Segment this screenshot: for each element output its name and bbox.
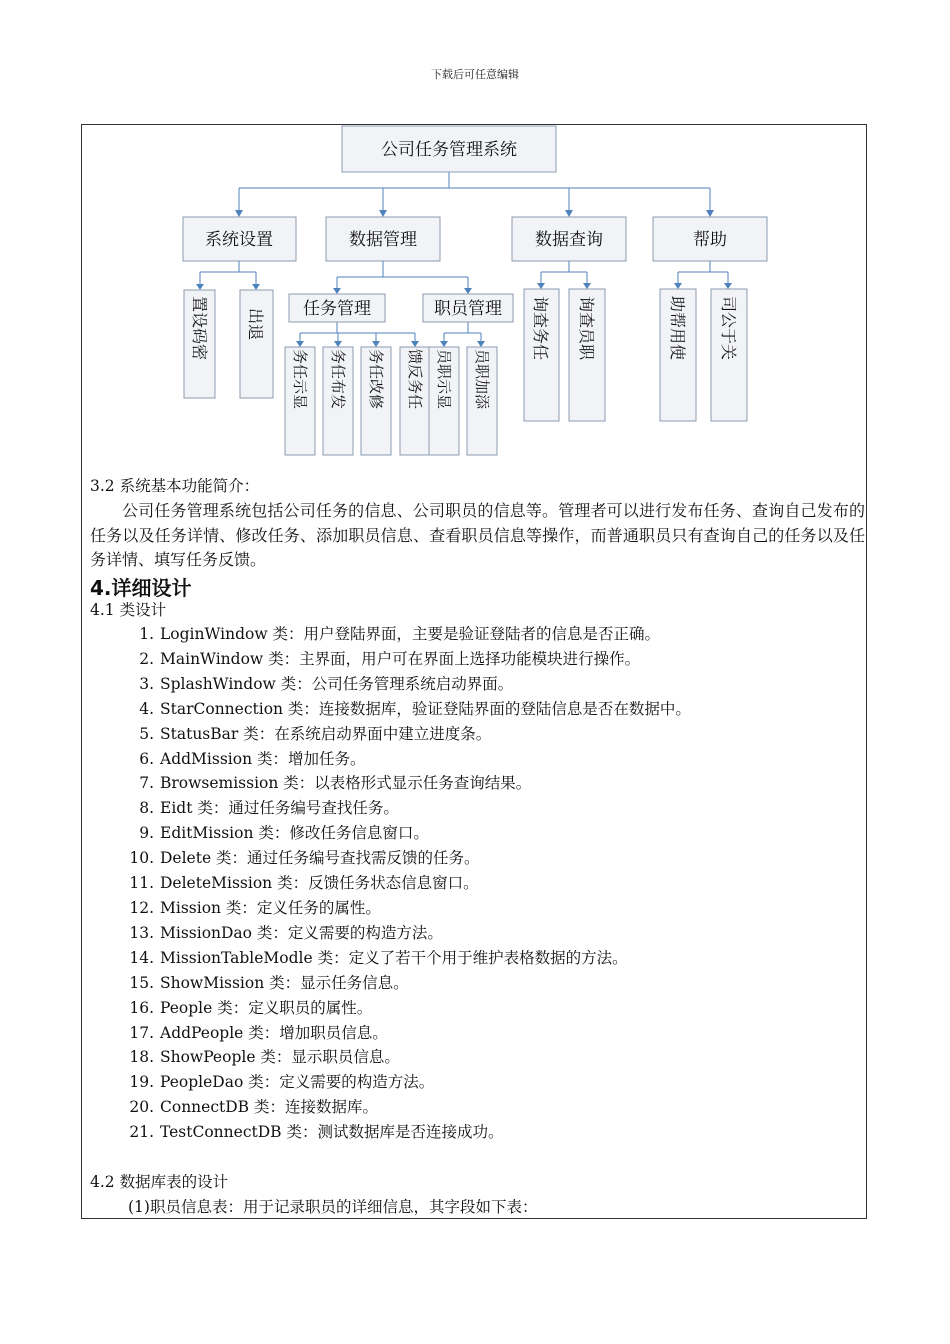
svg-text:司公于关: 司公于关 xyxy=(719,296,738,361)
class-list-item xyxy=(128,796,691,821)
class-list-number: 10. xyxy=(129,849,154,868)
svg-text:职员管理: 职员管理 xyxy=(434,299,502,319)
class-list-number: 14. xyxy=(129,948,154,967)
class-list-number: 16. xyxy=(129,998,154,1017)
class-list-text: TestConnectDB 类：测试数据库是否连接成功。 xyxy=(160,1123,504,1142)
class-list-number: 17. xyxy=(129,1023,154,1042)
class-list-text: ShowMission 类：显示任务信息。 xyxy=(160,973,409,992)
module-structure-diagram xyxy=(0,0,950,470)
svg-text:员职加添: 员职加添 xyxy=(473,349,491,410)
class-list-item xyxy=(128,647,691,672)
class-list-text: MainWindow 类：主界面，用户可在界面上选择功能模块进行操作。 xyxy=(160,649,641,668)
class-list-number: 13. xyxy=(129,923,154,942)
diagram-leaf-exit xyxy=(240,290,273,398)
class-list-item xyxy=(128,1021,691,1046)
diagram-leaf-user-help xyxy=(660,289,696,421)
class-list-item xyxy=(128,821,691,846)
class-list-item xyxy=(128,946,691,971)
diagram-leaf-modify-task xyxy=(361,347,391,455)
svg-text:员职示显: 员职示显 xyxy=(435,349,453,410)
class-list-number: 9. xyxy=(139,824,154,843)
class-list-item xyxy=(128,996,691,1021)
class-list-item xyxy=(128,697,691,722)
class-list-text: Delete 类：通过任务编号查找需反馈的任务。 xyxy=(160,849,480,868)
section-4-heading: 4.详细设计 xyxy=(90,576,192,600)
class-list-number: 8. xyxy=(139,799,154,818)
class-list-text: ShowPeople 类：显示职员信息。 xyxy=(160,1048,400,1067)
class-list-text: AddMission 类：增加任务。 xyxy=(160,749,366,768)
diagram-leaf-show-tasks xyxy=(285,347,315,455)
class-list-item xyxy=(128,672,691,697)
svg-text:帮助: 帮助 xyxy=(693,230,727,250)
class-list-text: Mission 类：定义任务的属性。 xyxy=(160,898,381,917)
section-3-2-heading: 3.2 系统基本功能简介： xyxy=(90,477,260,495)
svg-text:任务管理: 任务管理 xyxy=(303,299,371,319)
svg-text:询查员职: 询查员职 xyxy=(577,296,596,361)
class-list-text: EditMission 类：修改任务信息窗口。 xyxy=(160,824,429,843)
svg-text:系统设置: 系统设置 xyxy=(205,230,273,250)
diagram-node-data-management xyxy=(326,217,440,261)
class-list-number: 1. xyxy=(139,625,154,643)
section-3-2-body: 公司任务管理系统包括公司任务的信息、公司职员的信息等。管理者可以进行发布任务、查询自己发布的任务以及任务详情、修改任务、添加职员信息、查看职员信息等操作，而普通职员只有查询自己的任务以及任务详情、填写任务反馈。 xyxy=(90,501,865,569)
class-list-text: PeopleDao 类：定义需要的构造方法。 xyxy=(160,1073,435,1092)
diagram-node-root xyxy=(342,126,556,172)
class-list-item xyxy=(128,722,691,747)
class-list-text: People 类：定义职员的属性。 xyxy=(160,998,373,1017)
class-list xyxy=(128,622,691,1145)
svg-text:置设码密: 置设码密 xyxy=(190,296,209,361)
diagram-leaf-query-tasks xyxy=(524,289,559,421)
svg-text:数据管理: 数据管理 xyxy=(349,230,417,250)
diagram-leaf-add-staff xyxy=(467,347,497,455)
diagram-leaf-publish-task xyxy=(323,347,353,455)
diagram-node-help xyxy=(653,217,767,261)
class-list-item xyxy=(128,771,691,796)
class-list-text: StarConnection 类：连接数据库，验证登陆界面的登陆信息是否在数据中。 xyxy=(160,699,691,718)
svg-text:数据查询: 数据查询 xyxy=(535,230,603,250)
page-header-watermark: 下载后可任意编辑 xyxy=(431,68,519,81)
class-list-number: 3. xyxy=(139,674,154,693)
class-list-text: MissionDao 类：定义需要的构造方法。 xyxy=(160,923,443,942)
class-list-number: 21. xyxy=(129,1123,154,1142)
class-list-text: Eidt 类：通过任务编号查找任务。 xyxy=(160,799,399,818)
class-list-number: 2. xyxy=(139,649,154,668)
class-list-text: AddPeople 类：增加职员信息。 xyxy=(160,1023,388,1042)
diagram-leaf-about-company xyxy=(711,289,747,421)
class-list-item xyxy=(128,622,691,647)
class-list-number: 12. xyxy=(129,898,154,917)
diagram-node-task-management xyxy=(289,294,385,322)
class-list-item xyxy=(128,971,691,996)
class-list-text: DeleteMission 类：反馈任务状态信息窗口。 xyxy=(160,874,479,893)
class-list-number: 20. xyxy=(129,1098,154,1117)
svg-text:务任改修: 务任改修 xyxy=(367,349,385,410)
class-list-item xyxy=(128,747,691,772)
class-list-number: 18. xyxy=(129,1048,154,1067)
class-list-item xyxy=(128,1045,691,1070)
class-list-item xyxy=(128,1095,691,1120)
class-list-number: 4. xyxy=(139,699,154,718)
class-list-number: 7. xyxy=(139,774,154,793)
class-list-text: ConnectDB 类：连接数据库。 xyxy=(160,1098,378,1117)
root-label: 公司任务管理系统 xyxy=(381,140,517,160)
svg-text:出退: 出退 xyxy=(246,308,265,341)
class-list-item xyxy=(128,1070,691,1095)
class-list-text: MissionTableModle 类：定义了若干个用于维护表格数据的方法。 xyxy=(160,948,628,967)
class-list-text: Browsemission 类：以表格形式显示任务查询结果。 xyxy=(160,774,532,793)
class-list-number: 19. xyxy=(129,1073,154,1092)
class-list-item xyxy=(128,846,691,871)
class-list-text: SplashWindow 类：公司任务管理系统启动界面。 xyxy=(160,674,514,693)
svg-text:务任布发: 务任布发 xyxy=(329,349,347,410)
class-list-item xyxy=(128,871,691,896)
section-4-2-heading: 4.2 数据库表的设计 xyxy=(90,1173,229,1191)
class-list-number: 6. xyxy=(139,749,154,768)
class-list-number: 11. xyxy=(129,874,154,893)
svg-text:助帮用使: 助帮用使 xyxy=(668,296,687,361)
svg-text:馈反务任: 馈反务任 xyxy=(406,349,424,410)
class-list-number: 15. xyxy=(129,973,154,992)
diagram-node-system-settings xyxy=(183,217,296,261)
diagram-leaf-query-staff xyxy=(569,289,605,421)
diagram-node-staff-management xyxy=(423,294,513,322)
staff-table-description: (1)职员信息表：用于记录职员的详细信息，其字段如下表： xyxy=(128,1198,538,1216)
diagram-leaf-task-feedback xyxy=(400,347,430,455)
class-list-text: StatusBar 类：在系统启动界面中建立进度条。 xyxy=(160,724,492,743)
diagram-leaf-change-password xyxy=(184,290,215,398)
class-list-item xyxy=(128,921,691,946)
svg-text:询查务任: 询查务任 xyxy=(531,296,550,361)
class-list-item xyxy=(128,896,691,921)
diagram-node-data-query xyxy=(512,217,626,261)
svg-text:务任示显: 务任示显 xyxy=(291,349,309,410)
section-4-1-heading: 4.1 类设计 xyxy=(90,601,167,619)
diagram-leaf-show-staff xyxy=(429,347,459,455)
class-list-item xyxy=(128,1120,691,1145)
class-list-text: LoginWindow 类：用户登陆界面，主要是验证登陆者的信息是否正确。 xyxy=(160,625,661,643)
class-list-number: 5. xyxy=(139,724,154,743)
